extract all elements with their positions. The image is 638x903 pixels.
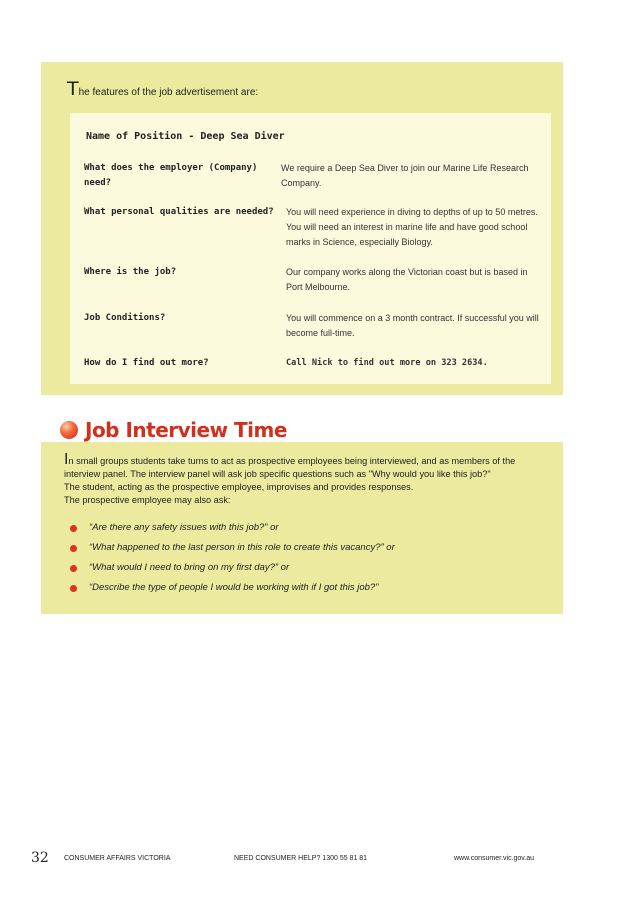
bullet-dot-icon bbox=[70, 565, 77, 572]
bullet-text: “Describe the type of people I would be working with if I got this job?” bbox=[89, 582, 379, 593]
question-personal-qualities: What personal qualities are needed? bbox=[84, 207, 274, 217]
bullet-text: “What happened to the last person in this role to create this vacancy?” or bbox=[89, 542, 395, 553]
answer-employer-need: We require a Deep Sea Diver to join our Marine Life Research Company. bbox=[281, 163, 529, 188]
interview-heading bbox=[60, 418, 287, 442]
para-line-3: The prospective employee may also ask: bbox=[64, 495, 231, 505]
para-line-2: The student, acting as the prospective employee, improvises and provides responses. bbox=[64, 482, 414, 492]
intro-drop-cap: T bbox=[67, 78, 79, 100]
interview-heading-text: Job Interview Time bbox=[85, 418, 287, 442]
bullet-text: “Are there any safety issues with this job?” or bbox=[89, 522, 279, 533]
list-item bbox=[70, 558, 395, 578]
footer-help: NEED CONSUMER HELP? 1300 55 81 81 bbox=[234, 855, 368, 862]
bullet-text: “What would I need to bring on my first day?” or bbox=[89, 562, 290, 573]
footer-org: CONSUMER AFFAIRS VICTORIA bbox=[64, 855, 171, 862]
red-ball-icon bbox=[60, 421, 78, 439]
question-employer-need: What does the employer (Company) need? bbox=[84, 163, 258, 188]
position-title: Name of Position - Deep Sea Diver bbox=[86, 131, 285, 142]
answer-personal-qualities: You will need experience in diving to depths of up to 50 metres. You will need an interest in marine life and have good school marks in Science, especially Biology. bbox=[286, 207, 538, 247]
list-item bbox=[70, 538, 395, 558]
question-conditions: Job Conditions? bbox=[84, 313, 166, 323]
list-item bbox=[70, 578, 395, 598]
question-find-out-more: How do I find out more? bbox=[84, 358, 209, 368]
features-intro bbox=[67, 80, 258, 99]
bullet-dot-icon bbox=[70, 525, 77, 532]
answer-conditions: You will commence on a 3 month contract. If successful you will become full-time. bbox=[286, 313, 539, 338]
question-location: Where is the job? bbox=[84, 267, 177, 277]
intro-text: he features of the job advertisement are: bbox=[78, 87, 259, 98]
bullet-dot-icon bbox=[70, 585, 77, 592]
answer-location: Our company works along the Victorian coast but is based in Port Melbourne. bbox=[286, 267, 528, 292]
list-item bbox=[70, 518, 395, 538]
bullet-dot-icon bbox=[70, 545, 77, 552]
answer-find-out-more: Call Nick to find out more on 323 2634. bbox=[286, 358, 488, 368]
page-footer bbox=[0, 850, 638, 870]
para-drop-cap: I bbox=[64, 450, 69, 468]
question-list bbox=[70, 518, 395, 598]
page-number: 32 bbox=[31, 850, 49, 866]
para-text: n small groups students take turns to act as prospective employees being interviewed, and as members of the interview panel. The interview panel will ask job specific questions such as "Why would you like this job?" bbox=[64, 456, 516, 479]
footer-url[interactable]: www.consumer.vic.gov.au bbox=[454, 855, 535, 862]
interview-description bbox=[64, 452, 554, 507]
